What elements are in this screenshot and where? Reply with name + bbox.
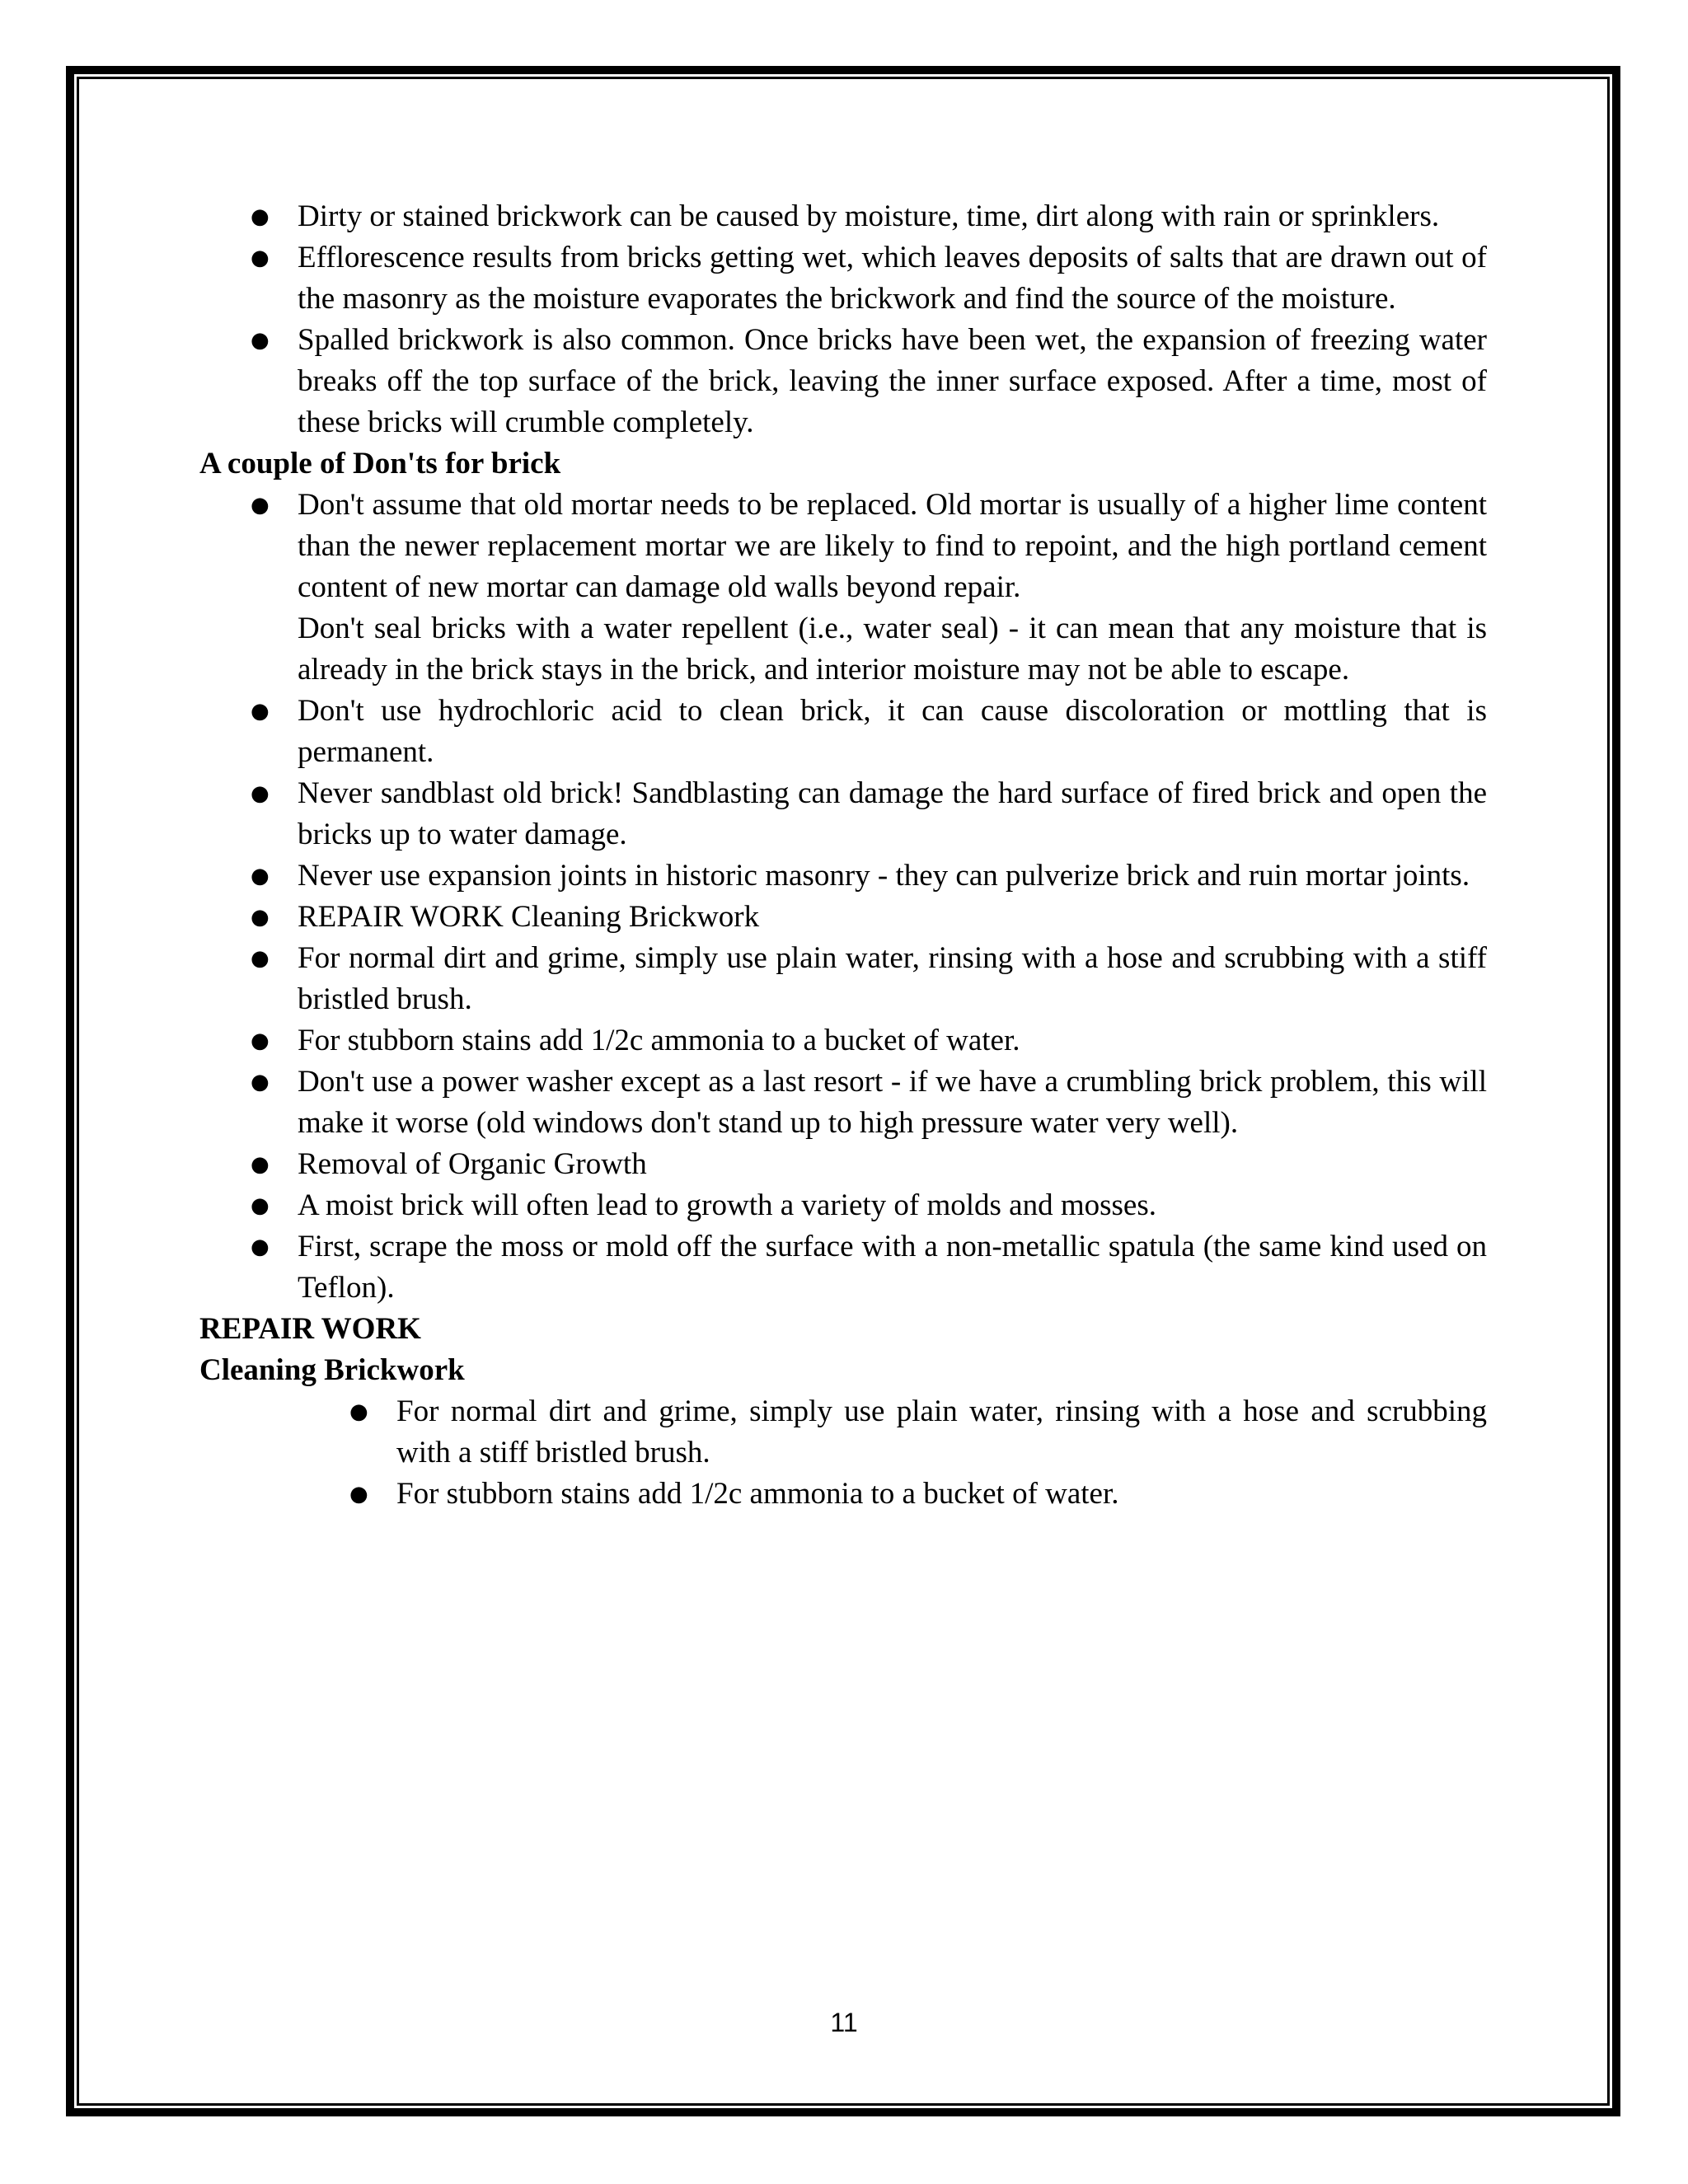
list-item xyxy=(199,773,1487,855)
list-item-text: Never sandblast old brick! Sandblasting can damage the hard surface of fired brick and open the bricks up to water damage. xyxy=(298,776,1487,851)
bullet-icon: ● xyxy=(251,204,270,229)
list-item xyxy=(199,1144,1487,1185)
bullet-icon: ● xyxy=(251,1235,270,1259)
list-item xyxy=(199,691,1487,773)
list-item-text: For stubborn stains add 1/2c ammonia to a bucket of water. xyxy=(396,1477,1119,1511)
list-item-text: REPAIR WORK Cleaning Brickwork xyxy=(298,900,760,934)
bullet-icon: ● xyxy=(251,946,270,971)
list-item-text: Don't use hydrochloric acid to clean brick, it can cause discoloration or mottling that is permanent. xyxy=(298,694,1487,769)
list-item xyxy=(199,320,1487,443)
bullet-icon: ● xyxy=(251,699,270,724)
cleaning-bullet-list xyxy=(199,1391,1487,1515)
list-item xyxy=(199,196,1487,237)
page-content xyxy=(199,196,1487,1515)
bullet-icon: ● xyxy=(251,864,270,888)
bullet-icon: ● xyxy=(349,1482,368,1507)
list-item xyxy=(199,1474,1487,1515)
list-item-text: A moist brick will often lead to growth a variety of molds and mosses. xyxy=(298,1188,1156,1222)
list-item xyxy=(199,897,1487,938)
repair-work-heading: REPAIR WORK xyxy=(199,1312,421,1346)
list-item-text: Spalled brickwork is also common. Once bricks have been wet, the expansion of freezing water breaks off the top surface of the brick, leaving the inner surface exposed. After a time, most of these bricks will crumble completely. xyxy=(298,323,1487,439)
list-item xyxy=(199,1226,1487,1309)
list-item xyxy=(199,237,1487,320)
bullet-icon: ● xyxy=(251,493,270,518)
bullet-icon: ● xyxy=(251,781,270,806)
bullet-icon: ● xyxy=(251,1193,270,1218)
bullet-icon: ● xyxy=(349,1399,368,1424)
list-item-text: Removal of Organic Growth xyxy=(298,1147,647,1181)
list-item-text: For normal dirt and grime, simply use plain water, rinsing with a hose and scrubbing with a stiff bristled brush. xyxy=(298,941,1487,1016)
bullet-icon: ● xyxy=(251,1029,270,1053)
list-item-continuation: Don't seal bricks with a water repellent (i.e., water seal) - it can mean that any moisture that is already in the brick stays in the brick, and interior moisture may not be able to escape. xyxy=(298,612,1487,687)
list-item xyxy=(199,855,1487,897)
list-item-text: Don't use a power washer except as a last resort - if we have a crumbling brick problem, this will make it worse (old windows don't stand up to high pressure water very well). xyxy=(298,1065,1487,1140)
list-item-text: Never use expansion joints in historic masonry - they can pulverize brick and ruin mortar joints. xyxy=(298,859,1470,893)
bullet-icon: ● xyxy=(251,1152,270,1177)
bullet-icon: ● xyxy=(251,246,270,270)
list-item-text: For stubborn stains add 1/2c ammonia to a bucket of water. xyxy=(298,1024,1020,1057)
bullet-icon: ● xyxy=(251,328,270,353)
list-item-text: Dirty or stained brickwork can be caused by moisture, time, dirt along with rain or sprinklers. xyxy=(298,199,1440,233)
list-item-text: Don't assume that old mortar needs to be replaced. Old mortar is usually of a higher lime content than the newer replacement mortar we are likely to find to repoint, and the high portland cement content of new mortar can damage old walls beyond repair. xyxy=(298,488,1487,604)
list-item xyxy=(199,1020,1487,1062)
list-item xyxy=(199,1391,1487,1474)
list-item-text: For normal dirt and grime, simply use plain water, rinsing with a hose and scrubbing with a stiff bristled brush. xyxy=(396,1394,1487,1469)
bullet-icon: ● xyxy=(251,905,270,930)
page-number: 11 xyxy=(830,2008,858,2037)
list-item xyxy=(199,1062,1487,1144)
list-item xyxy=(199,1185,1487,1226)
intro-bullet-list xyxy=(199,196,1487,443)
donts-heading: A couple of Don'ts for brick xyxy=(199,447,561,480)
list-item-text: Efflorescence results from bricks getting wet, which leaves deposits of salts that are drawn out of the masonry as the moisture evaporates the brickwork and find the source of the moisture. xyxy=(298,241,1487,316)
list-item-text: First, scrape the moss or mold off the surface with a non-metallic spatula (the same kind used on Teflon). xyxy=(298,1230,1487,1305)
donts-bullet-list xyxy=(199,485,1487,1309)
bullet-icon: ● xyxy=(251,1070,270,1094)
list-item xyxy=(199,485,1487,691)
list-item xyxy=(199,938,1487,1020)
cleaning-brickwork-heading: Cleaning Brickwork xyxy=(199,1353,465,1387)
